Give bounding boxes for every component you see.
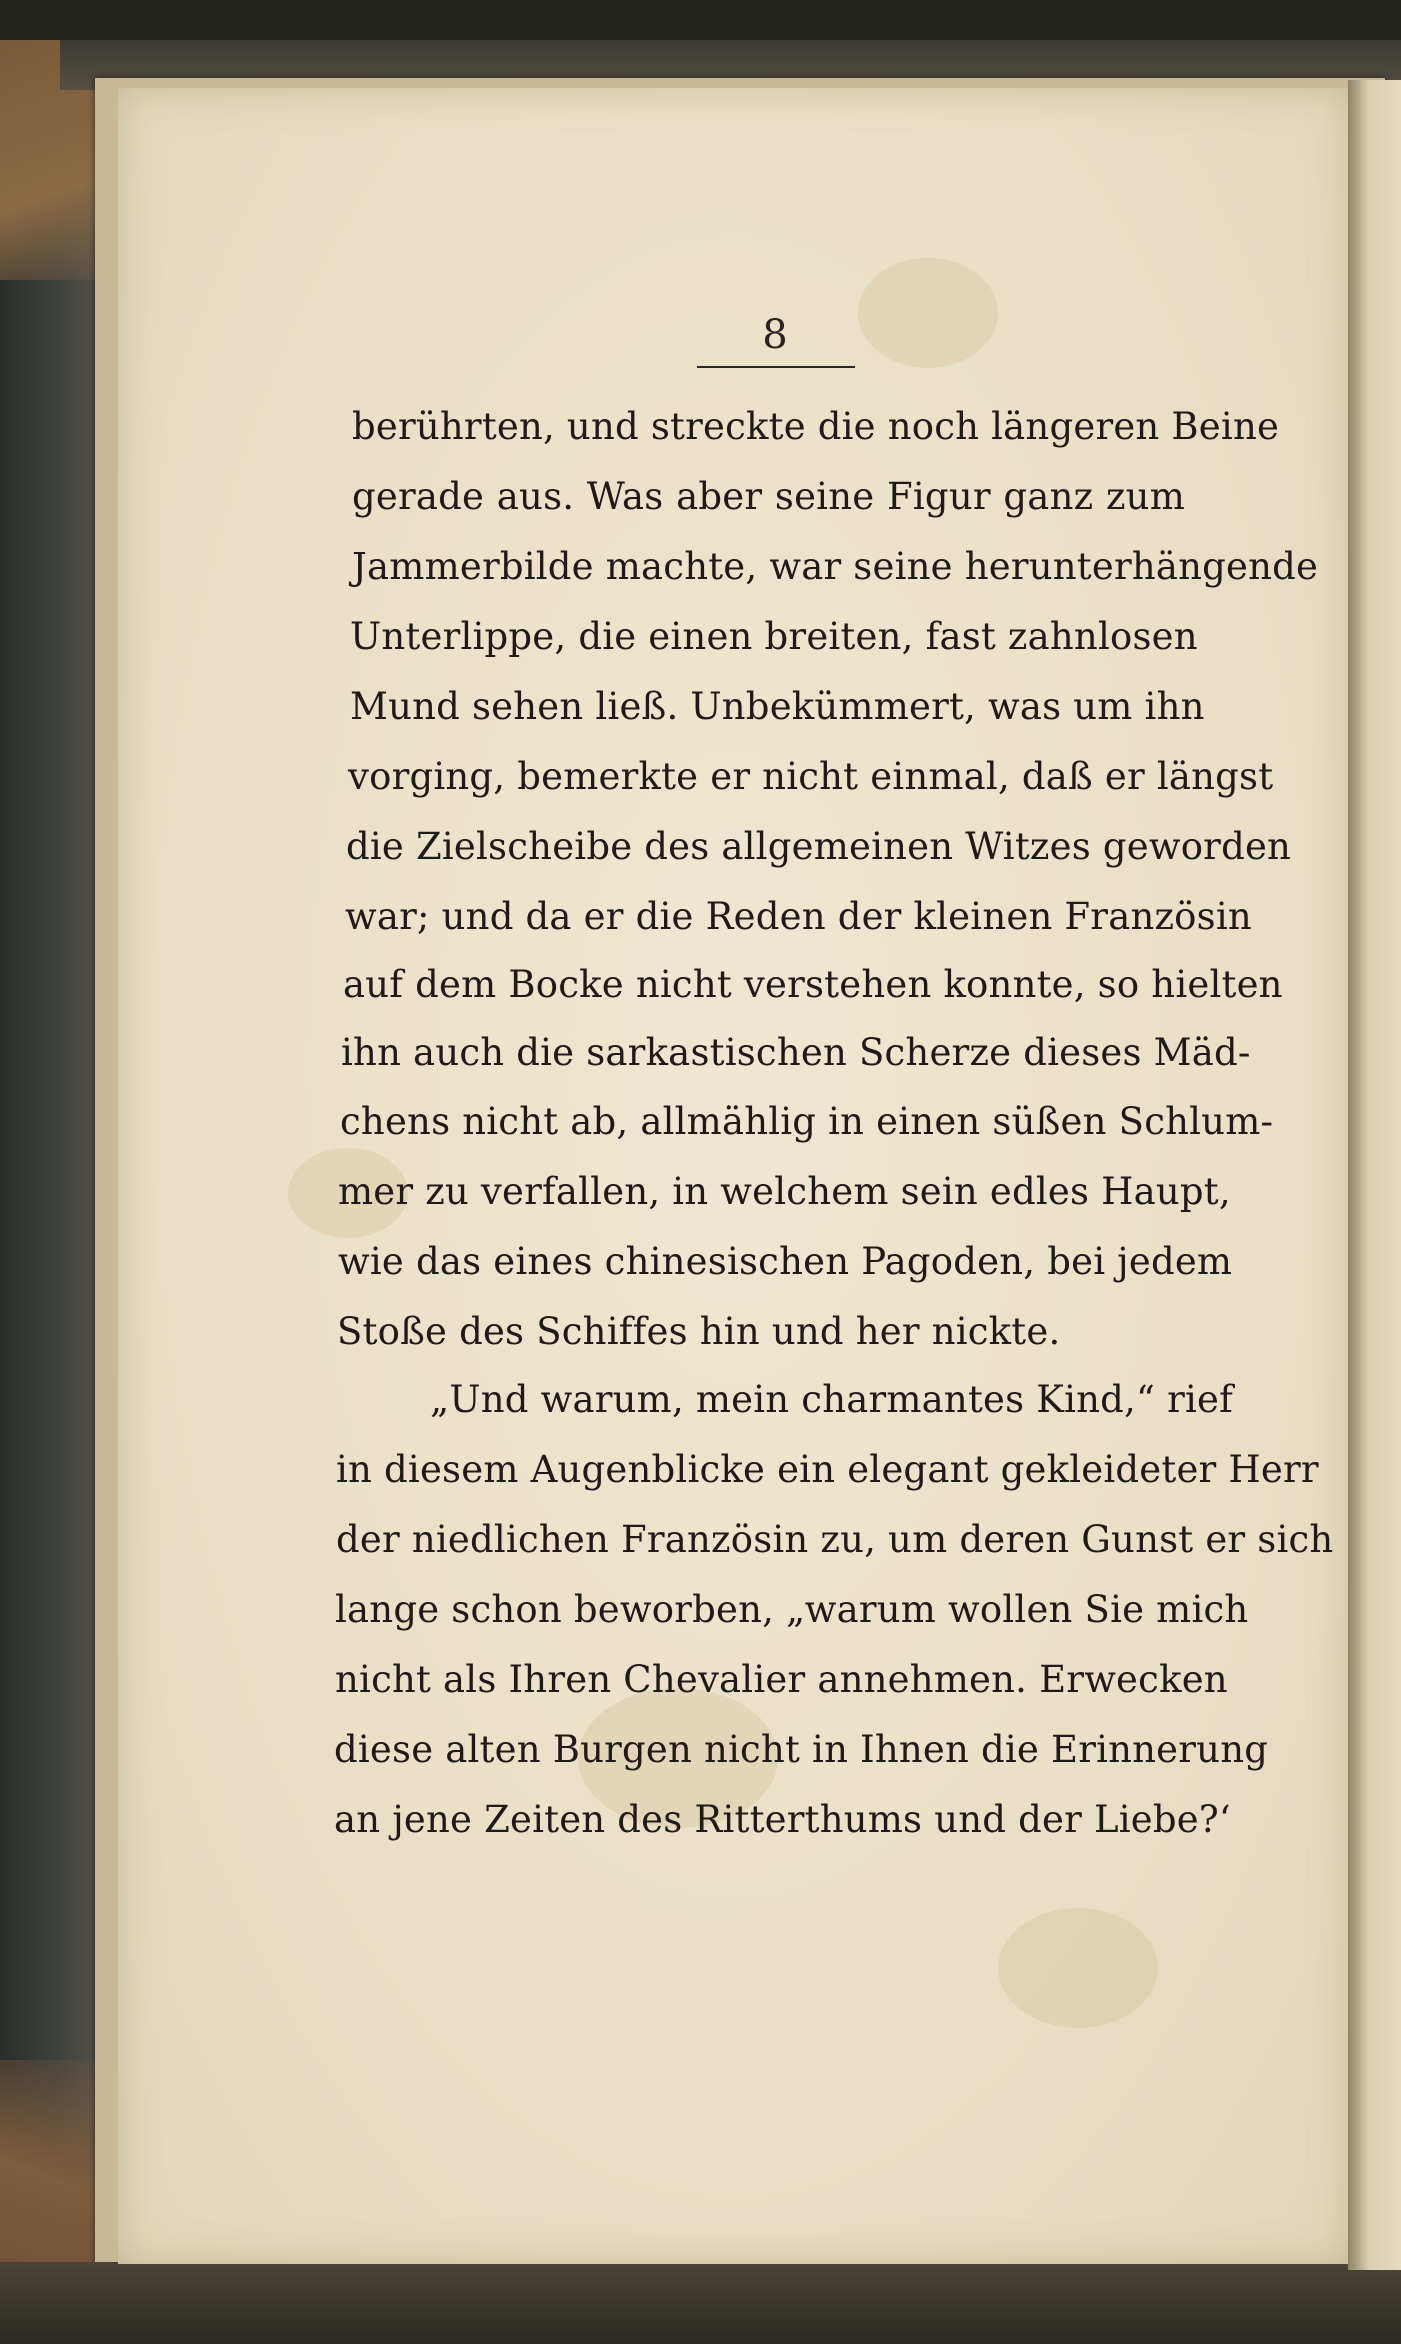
facing-page-edge bbox=[1348, 80, 1401, 2270]
text-line: Jammerbilde machte, war seine herunterhängende bbox=[352, 545, 1319, 588]
text-line: an jene Zeiten des Ritterthums und der Liebe?‘ bbox=[334, 1798, 1231, 1841]
foxing-spot bbox=[998, 1908, 1158, 2028]
text-line: ihn auch die sarkastischen Scherze dieses Mäd- bbox=[341, 1031, 1251, 1074]
foxing-spot bbox=[858, 258, 998, 368]
text-line: Unterlippe, die einen breiten, fast zahnlosen bbox=[350, 615, 1198, 658]
text-line: diese alten Burgen nicht in Ihnen die Erinnerung bbox=[334, 1728, 1269, 1771]
text-line: mer zu verfallen, in welchem sein edles Haupt, bbox=[338, 1170, 1231, 1213]
text-line: lange schon beworben, „warum wollen Sie mich bbox=[335, 1588, 1249, 1631]
page-number-rule bbox=[697, 366, 855, 368]
text-line: der niedlichen Französin zu, um deren Gunst er sich bbox=[336, 1518, 1334, 1561]
text-line: Mund sehen ließ. Unbekümmert, was um ihn bbox=[350, 685, 1205, 728]
text-line: wie das eines chinesischen Pagoden, bei jedem bbox=[338, 1240, 1233, 1283]
text-line: gerade aus. Was aber seine Figur ganz zum bbox=[352, 475, 1185, 518]
text-line: „Und warum, mein charmantes Kind,“ rief bbox=[430, 1378, 1234, 1421]
text-line: Stoße des Schiffes hin und her nickte. bbox=[337, 1310, 1061, 1353]
book-bottom-edge bbox=[0, 2262, 1401, 2344]
page-number: 8 bbox=[762, 312, 788, 358]
text-line: berührten, und streckte die noch längeren Beine bbox=[352, 405, 1280, 448]
text-line: chens nicht ab, allmählig in einen süßen Schlum- bbox=[340, 1100, 1274, 1143]
text-line: in diesem Augenblicke ein elegant gekleideter Herr bbox=[336, 1448, 1319, 1491]
text-line: war; und da er die Reden der kleinen Französin bbox=[345, 895, 1252, 938]
text-line: nicht als Ihren Chevalier annehmen. Erwecken bbox=[335, 1658, 1228, 1701]
text-line: vorging, bemerkte er nicht einmal, daß er längst bbox=[348, 755, 1274, 798]
text-line: die Zielscheibe des allgemeinen Witzes geworden bbox=[346, 825, 1292, 868]
text-line: auf dem Bocke nicht verstehen konnte, so hielten bbox=[343, 963, 1283, 1006]
